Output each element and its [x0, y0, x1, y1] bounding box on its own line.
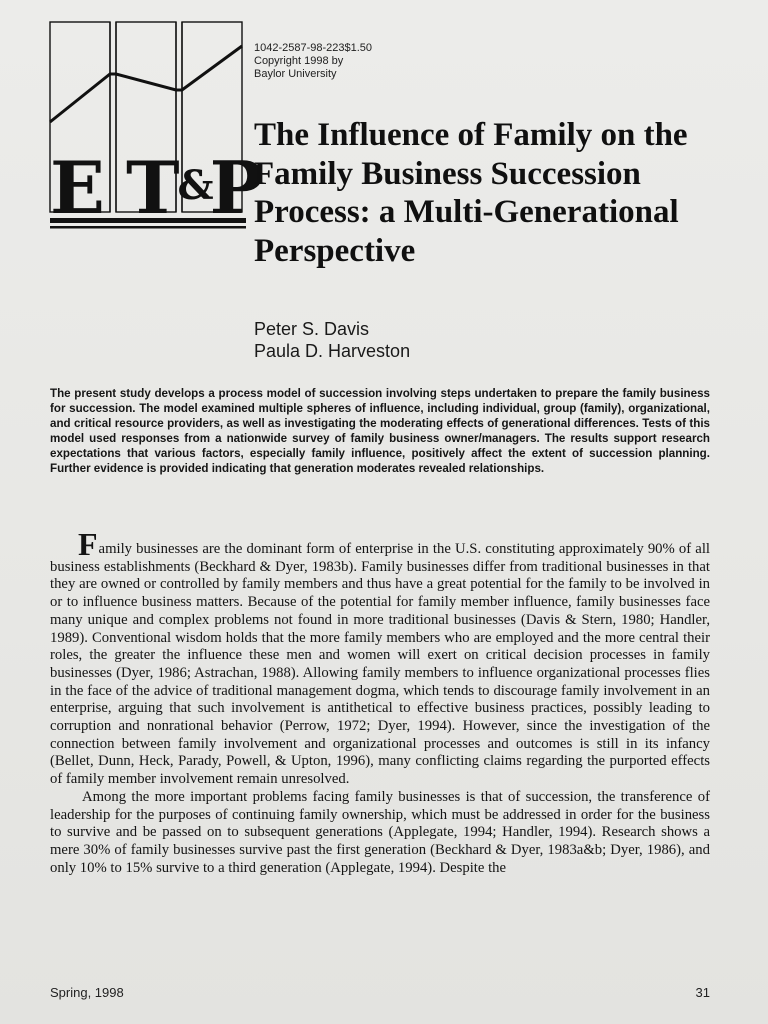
body-paragraph: Among the more important problems facing family businesses is that of succession, the transference of leadership for the purposes of continuing family ownership, which must be addressed in order for the business to survive and be passed on to subsequent generations (Applegate, 1994; Handler, 1994). Research shows a mere 30% of family businesses survive past the first generation (Beckhard & Dyer, 1983a&b; Dyer, 1986), and only 10% to 15% survive to a third generation (Applegate, 1994). Despite the — [50, 788, 710, 876]
article-body — [50, 526, 710, 877]
body-paragraph — [50, 526, 710, 789]
abstract: The present study develops a process model of succession involving steps undertaken to prepare the family business for succession. The model examined multiple spheres of influence, including individual, group (family), organizational, and critical resource providers, as well as investigating the moderating effects of generational differences. Tests of this model used responses from a nationwide survey of family business owner/managers. The results support research expectations that various factors, especially family influence, positively affect the extent of succession planning. Further evidence is provided indicating that generation moderates revealed relationships. — [50, 387, 710, 476]
article-title: The Influence of Family on the Family Business Succession Process: a Multi-Generational Perspective — [254, 117, 688, 269]
copyright-line: Copyright 1998 by — [254, 55, 344, 67]
logo-ampersand: & — [177, 162, 210, 209]
logo-letters — [50, 145, 262, 230]
article-meta — [254, 42, 454, 81]
publisher-line: Baylor University — [254, 68, 337, 80]
logo-letter-e: E — [50, 145, 103, 230]
journal-logo — [46, 18, 262, 238]
author-name: Peter S. Davis — [254, 319, 370, 339]
author-name: Paula D. Harveston — [254, 341, 411, 361]
author-list — [254, 318, 654, 362]
drop-cap: F — [78, 526, 98, 562]
logo-letter-t: T — [125, 145, 178, 230]
paragraph-text: amily businesses are the dominant form of enterprise in the U.S. constituting approximately 90% of all business establishments (Beckhard & Dyer, 1983b). Family businesses differ from traditional businesses in that they are owned or controlled by family members and thus have a great potential for the family to be involved in or to influence business matters. Because of the potential for family member influence, family businesses face many unique and complex problems not found in more traditional businesses (Davis & Stern, 1980; Handler, 1989). Conventional wisdom holds that the more family members who are employed and the more central their roles, the greater the influence these men and women will exert on critical decision processes in family businesses (Dyer, 1986; Astrachan, 1988). Allowing family members to influence organizational processes flies in the face of the advice of traditional management dogma, which tends to discourage family involvement in an enterprise, arguing that such involvement is antithetical to effective business practices, possibly leading to corruption and nonrational behavior (Perrow, 1972; Dyer, 1994). However, since the investigation of the connection between family involvement and organizational processes and outcomes is still in its infancy (Bellet, Dunn, Heck, Parady, Powell, & Upton, 1996), many conflicting claims regarding the purported effects of family member involvement remain unresolved. — [50, 541, 710, 788]
page-number: 31 — [695, 985, 710, 1000]
logo-letter-p: P — [209, 145, 262, 230]
article-code: 1042-2587-98-223$1.50 — [254, 42, 373, 54]
footer-issue: Spring, 1998 — [50, 985, 124, 1000]
